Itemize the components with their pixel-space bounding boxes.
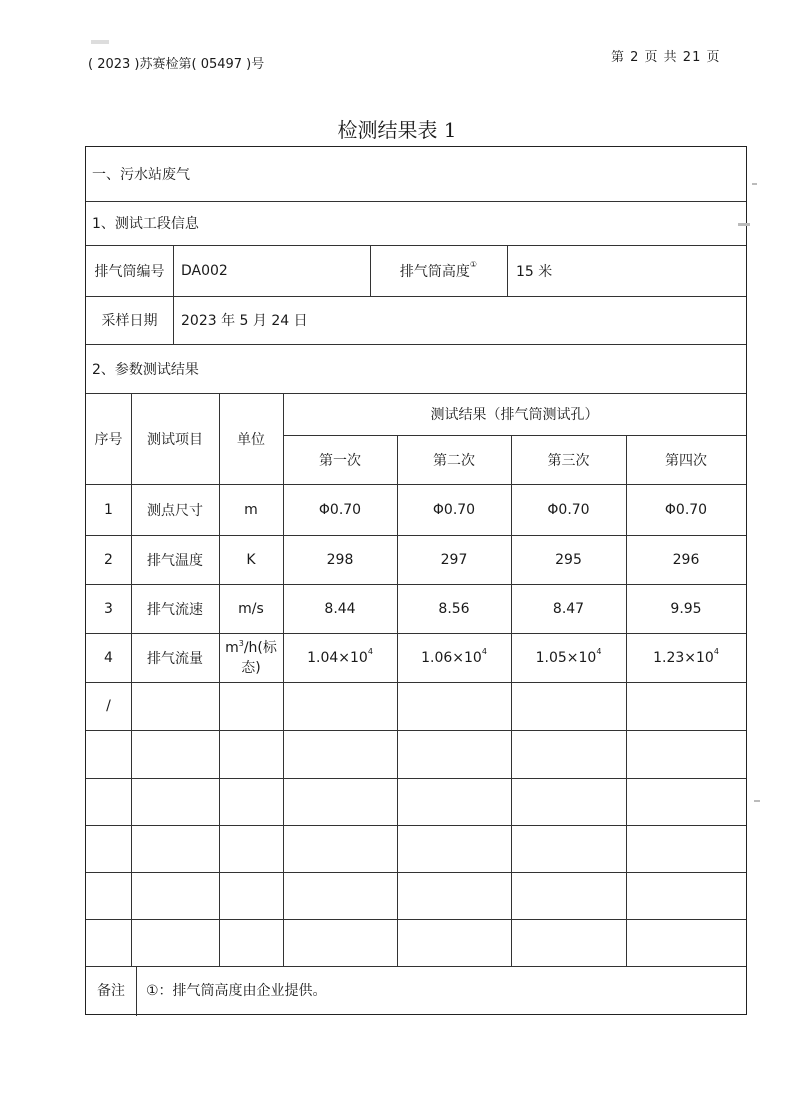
unit-tail: /h(标 (243, 639, 277, 656)
stack-number-value: DA002 (181, 262, 228, 279)
cell-item: 排气流速 (147, 601, 203, 618)
unit-base: m (225, 639, 239, 656)
stack-height-value: 15 米 (516, 263, 553, 280)
value-mantissa: 1.06×10 (421, 649, 482, 666)
subsection-heading: 1、测试工段信息 (92, 216, 199, 232)
cell-value: 9.95 (670, 600, 702, 617)
rule (86, 730, 746, 731)
result-group-header: 测试结果（排气筒测试孔） (430, 407, 599, 423)
cell-seq: 2 (104, 551, 113, 568)
cell-value: 296 (672, 551, 700, 568)
sampling-date-label: 采样日期 (101, 313, 158, 329)
cell-value: 297 (440, 551, 468, 568)
cell-value: Φ0.70 (664, 501, 708, 518)
remark-label: 备注 (97, 983, 125, 999)
cell-value (397, 633, 511, 682)
rule (86, 682, 746, 683)
cell-value: 8.47 (552, 600, 585, 617)
scan-speck (752, 183, 757, 185)
rule (86, 872, 746, 873)
cell-value: 298 (326, 551, 354, 568)
cell-value: 295 (555, 551, 582, 568)
stack-height-label (370, 245, 507, 296)
cell-unit (219, 633, 283, 682)
cell-value: 8.56 (438, 600, 470, 617)
rule (86, 778, 746, 779)
value-exponent: 4 (713, 647, 719, 656)
rule (136, 966, 137, 1016)
cell-seq: 1 (104, 501, 113, 518)
cell-value (511, 633, 626, 682)
rule (86, 825, 746, 826)
scan-speck (738, 223, 750, 226)
value-exponent: 4 (596, 647, 602, 656)
value-exponent: 4 (367, 647, 373, 656)
cell-item: 测点尺寸 (147, 502, 203, 519)
run-header: 第三次 (547, 452, 590, 469)
run-header: 第一次 (319, 452, 361, 469)
cell-item: 排气温度 (147, 552, 203, 569)
remark-text: ①：排气筒高度由企业提供。 (146, 983, 327, 999)
column-header-seq: 序号 (94, 431, 123, 448)
stack-height-label-text: 排气筒高度 (399, 263, 470, 280)
page-title: 检测结果表 1 (337, 118, 457, 142)
cell-unit: m (244, 501, 258, 518)
section-heading: 一、污水站废气 (92, 167, 190, 183)
cell-value (626, 633, 746, 682)
cell-unit: m/s (238, 600, 264, 617)
cell-seq: 3 (104, 600, 113, 617)
blank-row-mark: / (106, 698, 111, 714)
page-indicator: 第 2 页 共 21 页 (611, 50, 721, 65)
rule (173, 245, 174, 344)
run-header: 第二次 (433, 452, 475, 469)
cell-value (283, 633, 397, 682)
run-header: 第四次 (665, 452, 707, 469)
cell-unit: K (246, 551, 256, 568)
cell-item: 排气流量 (147, 650, 203, 667)
rule (507, 245, 508, 296)
stack-number-label: 排气筒编号 (94, 263, 165, 280)
sampling-date-value: 2023 年 5 月 24 日 (181, 313, 308, 329)
value-mantissa: 1.04×10 (307, 649, 368, 666)
unit-exponent: 3 (238, 638, 244, 648)
cell-value: 8.44 (324, 600, 356, 617)
cell-seq: 4 (104, 649, 113, 666)
cell-value: Φ0.70 (318, 501, 362, 518)
column-header-unit: 单位 (237, 431, 265, 448)
scan-speck (754, 800, 760, 802)
value-mantissa: 1.05×10 (535, 649, 597, 666)
value-mantissa: 1.23×10 (653, 649, 714, 666)
unit-line: 态) (241, 659, 261, 676)
unit-line (225, 639, 277, 659)
rule (86, 919, 746, 920)
result-table (85, 146, 747, 1015)
scan-speck (91, 40, 109, 44)
cell-value: Φ0.70 (547, 501, 590, 518)
column-header-item: 测试项目 (147, 431, 203, 448)
subsection-heading: 2、参数测试结果 (92, 361, 199, 378)
cell-value: Φ0.70 (432, 501, 476, 518)
footnote-marker: ① (469, 260, 478, 269)
value-exponent: 4 (481, 647, 487, 656)
report-number: ( 2023 )苏赛检第( 05497 )号 (88, 57, 265, 72)
